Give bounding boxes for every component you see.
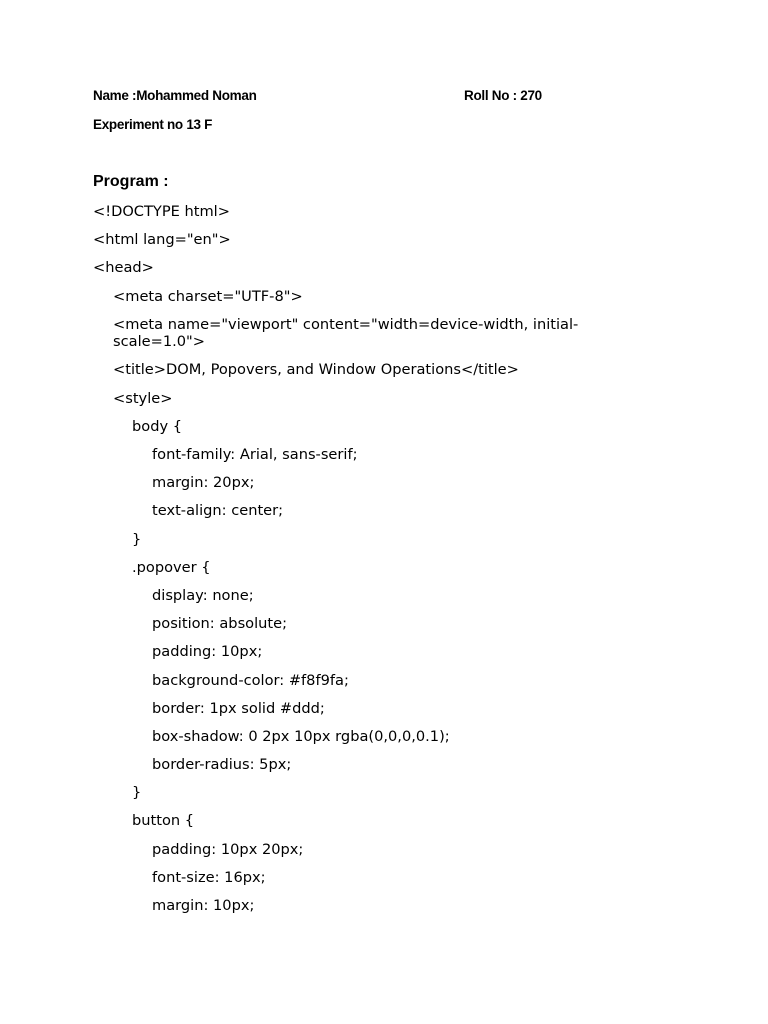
- code-line: border-radius: 5px;: [152, 756, 292, 774]
- code-line: <!DOCTYPE html>: [93, 203, 230, 220]
- code-line: margin: 10px;: [152, 897, 255, 914]
- code-line: border: 1px solid #ddd;: [152, 699, 325, 717]
- code-line: margin: 20px;: [152, 474, 255, 492]
- code-line: background-color: #f8f9fa;: [152, 671, 349, 689]
- code-line: font-family: Arial, sans-serif;: [152, 446, 358, 463]
- code-line: display: none;: [152, 586, 254, 604]
- code-line: }: [132, 784, 142, 802]
- code-line: position: absolute;: [152, 615, 288, 633]
- code-line: <title>DOM, Popovers, and Window Operations</title>: [113, 361, 519, 379]
- code-listing: [93, 203, 633, 925]
- code-line: padding: 10px 20px;: [152, 840, 304, 858]
- code-line: box-shadow: 0 2px 10px rgba(0,0,0,0.1);: [152, 727, 450, 745]
- code-line: <meta name="viewport" content="width=device-width, initial-scale=1.0">: [113, 315, 579, 350]
- code-line: text-align: center;: [152, 502, 284, 520]
- code-line: body {: [132, 417, 183, 435]
- code-line: .popover {: [132, 558, 211, 576]
- student-name: Name :Mohammed Noman: [93, 88, 257, 103]
- program-heading: Program :: [93, 173, 169, 190]
- header-row: [93, 88, 693, 106]
- code-line: font-size: 16px;: [152, 868, 266, 886]
- code-line: button {: [132, 812, 195, 830]
- roll-number: Roll No : 270: [464, 88, 542, 103]
- code-line: }: [132, 530, 142, 548]
- code-line: padding: 10px;: [152, 643, 263, 661]
- code-line: <style>: [113, 389, 173, 407]
- experiment-title: Experiment no 13 F: [93, 117, 213, 132]
- code-line: <head>: [93, 259, 154, 277]
- code-line: <html lang="en">: [93, 231, 231, 249]
- code-line: <meta charset="UTF-8">: [113, 287, 303, 305]
